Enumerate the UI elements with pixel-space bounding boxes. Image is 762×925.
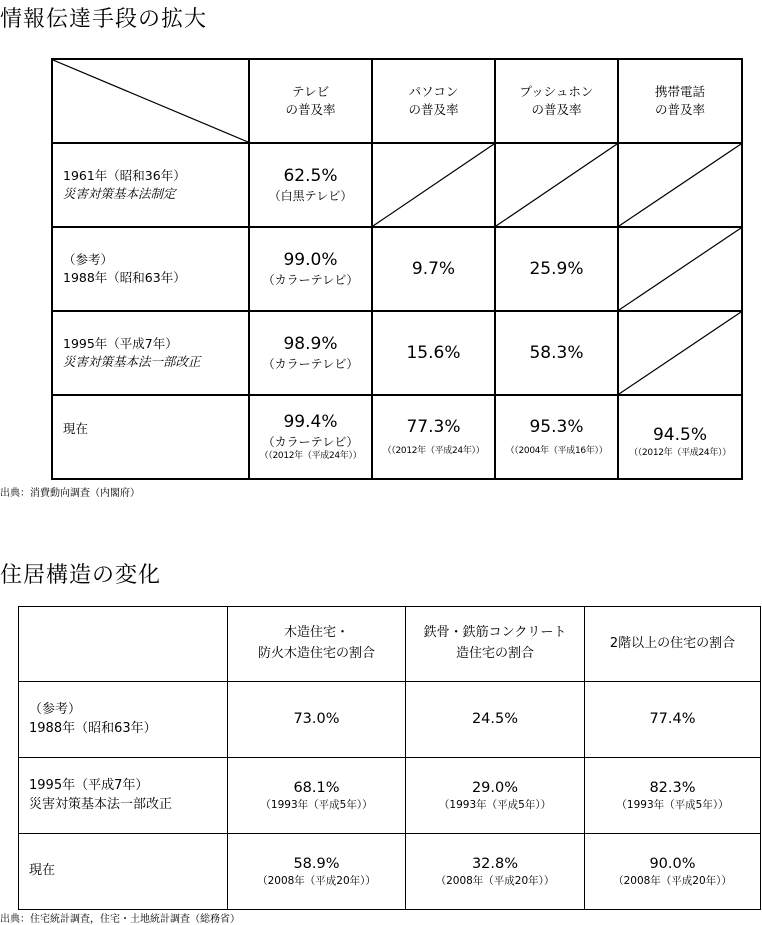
row-label (19, 758, 228, 834)
tv-value: 99.4% (283, 412, 338, 433)
empty-cell (618, 311, 742, 395)
diagonal-line (619, 312, 741, 394)
row-label (19, 834, 228, 910)
row-label-note: （参考） (63, 251, 114, 267)
tv-cell (249, 227, 372, 311)
multistory-value: 77.4% (585, 682, 761, 758)
col-header-tv: テレビ の普及率 (249, 59, 372, 143)
multistory-year: （2008年（平成20年）） (613, 875, 732, 888)
row-label-event: 災害対策基本法一部改正 (63, 354, 201, 369)
pc-cell (372, 395, 495, 479)
steel-year: （1993年（平成5年）） (438, 799, 552, 812)
col-header-steel: 鉄骨・鉄筋コンクリート 造住宅の割合 (406, 607, 585, 682)
col-header-mobile: 携帯電話 の普及率 (618, 59, 742, 143)
row-label (52, 143, 249, 227)
mobile-year: （（2012年（平成24年）） (629, 448, 731, 459)
tv-note: （カラーテレビ） (262, 357, 359, 372)
multistory-year: （1993年（平成5年）） (616, 799, 729, 812)
steel-cell (406, 758, 585, 834)
steel-value: 29.0% (471, 779, 519, 796)
tv-note: （カラーテレビ） (262, 273, 359, 288)
mobile-cell (618, 395, 742, 479)
section1-title: 情報伝達手段の拡大 (0, 7, 208, 32)
tv-cell (249, 311, 372, 395)
diagonal-line (619, 144, 741, 226)
table-row (19, 758, 761, 834)
row-label (52, 395, 249, 479)
wooden-year: （2008年（平成20年）） (257, 875, 376, 888)
row-label-year: 1961年（昭和36年） (63, 167, 186, 183)
tv-value: 98.9% (283, 334, 338, 355)
steel-year: （2008年（平成20年）） (435, 875, 555, 888)
table-row (52, 395, 742, 479)
pushphone-year: （（2004年（平成16年）） (505, 446, 608, 457)
multistory-value: 82.3% (649, 779, 696, 796)
multistory-value: 90.0% (649, 855, 696, 872)
row-label (52, 311, 249, 395)
row-label-year: 1988年（昭和63年） (29, 720, 157, 736)
wooden-cell (228, 758, 406, 834)
info-means-table (51, 58, 743, 480)
mobile-value: 94.5% (652, 425, 707, 446)
col-header-multistory: 2階以上の住宅の割合 (585, 607, 761, 682)
multistory-cell (585, 758, 761, 834)
steel-value: 24.5% (406, 682, 585, 758)
multistory-cell (585, 834, 761, 910)
table-row (52, 311, 742, 395)
tv-year: （（2012年（平成24年）） (259, 451, 362, 462)
tv-note: （カラーテレビ） (262, 435, 359, 450)
row-label-event: 災害対策基本法制定 (63, 186, 176, 201)
wooden-cell (228, 834, 406, 910)
pushphone-cell (495, 395, 618, 479)
pc-value: 15.6% (372, 311, 495, 395)
row-label-year: 1995年（平成7年） (29, 777, 149, 793)
table-row (19, 834, 761, 910)
pc-year: （（2012年（平成24年）） (382, 446, 485, 457)
table-row (52, 143, 742, 227)
row-label (52, 227, 249, 311)
diagonal-line (619, 228, 741, 310)
wooden-value: 73.0% (228, 682, 406, 758)
tv-cell (249, 143, 372, 227)
pushphone-value: 95.3% (529, 417, 584, 438)
pushphone-value: 25.9% (495, 227, 618, 311)
housing-structure-table (18, 606, 761, 910)
pc-value: 9.7% (372, 227, 495, 311)
wooden-year: （1993年（平成5年）） (260, 799, 373, 812)
empty-cell (618, 227, 742, 311)
diagonal-line (53, 60, 248, 142)
col-header-wooden: 木造住宅・ 防火木造住宅の割合 (228, 607, 406, 682)
empty-cell (495, 143, 618, 227)
steel-cell (406, 834, 585, 910)
table-header-row (52, 59, 742, 143)
diagonal-line (373, 144, 494, 226)
table-header-row (19, 607, 761, 682)
tv-value: 62.5% (283, 166, 338, 187)
diagonal-line (496, 144, 617, 226)
row-label-now: 現在 (63, 421, 89, 436)
section2-source: 出典：住宅統計調査，住宅・土地統計調査（総務省） (0, 914, 240, 925)
tv-value: 99.0% (283, 250, 338, 271)
row-label-note: （参考） (29, 701, 82, 717)
tv-cell (249, 395, 372, 479)
row-label-now: 現在 (29, 863, 56, 879)
pushphone-value: 58.3% (495, 311, 618, 395)
section2-title: 住居構造の変化 (0, 563, 162, 588)
empty-cell (372, 143, 495, 227)
col-header-pushphone: プッシュホン の普及率 (495, 59, 618, 143)
corner-cell (19, 607, 228, 682)
section1-source: 出典：消費動向調査（内閣府） (0, 488, 140, 499)
empty-cell (618, 143, 742, 227)
wooden-value: 58.9% (293, 855, 340, 872)
table-row (19, 682, 761, 758)
steel-value: 32.8% (471, 855, 519, 872)
wooden-value: 68.1% (293, 779, 340, 796)
pc-value: 77.3% (406, 417, 461, 438)
row-label-event: 災害対策基本法一部改正 (29, 796, 173, 812)
row-label-year: 1988年（昭和63年） (63, 270, 186, 285)
table-row (52, 227, 742, 311)
row-label-year: 1995年（平成7年） (63, 335, 178, 351)
row-label (19, 682, 228, 758)
col-header-pc: パソコン の普及率 (372, 59, 495, 143)
tv-note: （白黒テレビ） (268, 189, 353, 204)
corner-cell (52, 59, 249, 143)
